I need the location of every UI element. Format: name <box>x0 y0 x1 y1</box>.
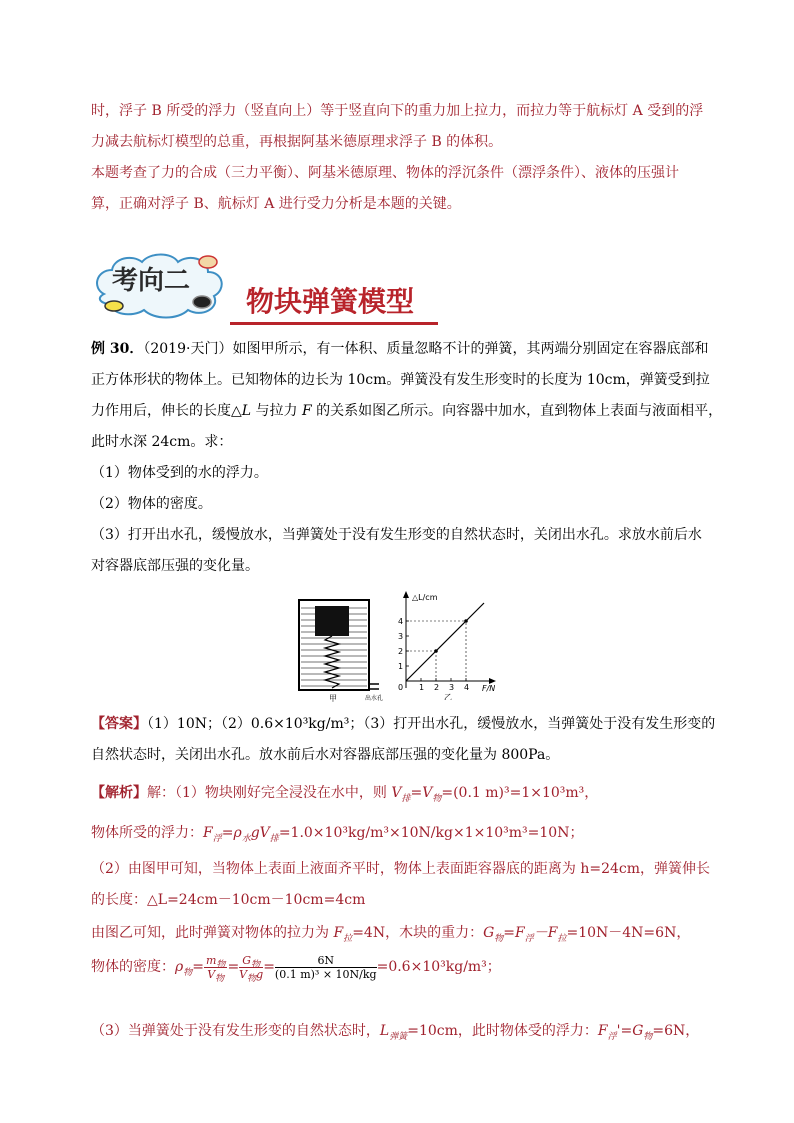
example-number: 例 30． <box>91 341 144 357</box>
answer-line-1 <box>91 713 715 735</box>
l3-part: 的关系如图乙所示。向容器中加水，直到物体上表面与液面相平， <box>311 403 723 419</box>
l3-var-f: F <box>301 403 312 419</box>
x-tick-label: 2 <box>434 683 440 692</box>
data-point <box>434 649 438 653</box>
badge-text: 考向二 <box>112 266 191 296</box>
example-source: （2019·天门） <box>143 341 233 357</box>
figure-jia <box>293 596 403 706</box>
data-point <box>464 619 468 623</box>
series-line <box>406 603 484 681</box>
analysis-text: =4N，木块的重力： <box>352 925 484 941</box>
analysis-line-2 <box>91 822 583 844</box>
y-tick-label: 4 <box>398 617 404 626</box>
y-tick-label: 1 <box>398 662 404 671</box>
intro-line-3: 本题考查了力的合成（三力平衡）、阿基米德原理、物体的浮沉条件（漂浮条件）、液体的压强计 <box>91 165 679 181</box>
title-underline <box>230 322 438 325</box>
rho-symbol: $\rho_物=$ <box>175 959 204 978</box>
analysis-text: h=24cm，弹簧伸长 <box>580 861 711 877</box>
x-tick-label: 4 <box>464 683 470 692</box>
density-numerator: 6N <box>275 954 377 968</box>
g-formula: $G_物=F_浮-F_拉$ <box>483 925 567 944</box>
outlet-label: 出水孔 <box>365 695 384 702</box>
question-1: （1）物体受到的水的浮力。 <box>91 465 268 481</box>
analysis-text: =10cm，此时物体受的浮力： <box>407 1023 598 1039</box>
analysis-tag: 【解析】 <box>91 785 147 801</box>
analysis-text: =1.0×10³kg/m³×10N/kg×1×10³m³=10N； <box>278 825 584 841</box>
analysis-text: 由图乙可知，此时弹簧对物体的拉力为 <box>91 925 334 941</box>
answer-tag: 【答案】 <box>91 716 147 732</box>
jia-label: 甲 <box>329 694 337 703</box>
l3-part: 与拉力 <box>251 403 302 419</box>
example-line-1 <box>91 338 708 360</box>
analysis-line-3 <box>91 858 710 880</box>
density-fraction-2: $\frac{G_物}{V_物g}$ <box>239 953 264 984</box>
intro-line-4: 算，正确对浮子 B、航标灯 A 进行受力分析是本题的关键。 <box>91 196 461 212</box>
l3-var-l: L <box>241 403 252 419</box>
example-line-3 <box>91 400 722 422</box>
analysis-text: （3）当弹簧处于没有发生形变的自然状态时， <box>91 1023 380 1039</box>
f-fu-prime-symbol: $F_浮'=G_物$ <box>597 1023 653 1042</box>
analysis-text: =6N， <box>652 1023 700 1039</box>
analysis-line-6: 物体的密度：$\rho_物=$ $\frac{m_物}{V_物}$ = $\frac{G_物}{V_物g}$ = $\frac{6N}{\text{(0.1 m)³ × 10N/kg}}$ =0.6×10³kg/m³； <box>91 953 501 984</box>
analysis-text: 解：（1）物块刚好完全浸没在水中，则 <box>147 785 392 801</box>
density-denominator: (0.1 m)³ × 10N/kg <box>274 967 377 981</box>
origin-label: 0 <box>398 683 404 692</box>
example-text: 如图甲所示，有一体积、质量忽略不计的弹簧，其两端分别固定在容器底部和 <box>232 341 709 357</box>
buoyancy-formula: $F_浮=\rho_水gV_排$ <box>203 825 279 844</box>
y-tick-label: 2 <box>398 647 404 656</box>
figure-yi-graph <box>392 588 502 700</box>
section-banner <box>90 248 450 328</box>
analysis-text: 物体的密度： <box>91 959 175 975</box>
answer-line-2: 自然状态时，关闭出水孔。放水前后水对容器底部压强的变化量为 800Pa。 <box>91 747 560 763</box>
analysis-line-4: 的长度：△L=24cm－10cm－10cm=4cm <box>91 892 366 908</box>
intro-line-1: 时，浮子 B 所受的浮力（竖直向上）等于竖直向下的重力加上拉力，而拉力等于航标灯 A 受到的浮 <box>91 103 704 119</box>
analysis-line-7 <box>91 1020 699 1042</box>
analysis-line-1 <box>91 782 598 804</box>
section-title: 物块弹簧模型 <box>246 285 415 318</box>
analysis-text: =(0.1 m)³=1×10³m³， <box>441 785 599 801</box>
x-tick-label: 3 <box>449 683 455 692</box>
example-line-4: 此时水深 24cm。求： <box>91 434 233 450</box>
l-spring-symbol: $L_{弹簧}$ <box>379 1023 408 1042</box>
y-axis-label: △L/cm <box>412 593 438 602</box>
density-fraction-3 <box>275 954 377 981</box>
analysis-text: （2）由图甲可知，当物体上表面上液面齐平时，物体上表面距容器底的距离为 <box>91 861 581 877</box>
intro-line-2: 力减去航标灯模型的总重，再根据阿基米德原理求浮子 B 的体积。 <box>91 134 503 150</box>
question-3-line-2: 对容器底部压强的变化量。 <box>91 558 259 574</box>
density-fraction-1: $\frac{m_物}{V_物}$ <box>205 953 226 984</box>
f-la-symbol: $F_拉$ <box>333 925 353 944</box>
x-axis-label: F/N <box>482 684 496 693</box>
answer-text-1: （1）10N；（2）0.6×10³kg/m³；（3）打开出水孔，缓慢放水，当弹簧处于没有发生形变的 <box>147 716 716 732</box>
analysis-line-5 <box>91 922 690 944</box>
l3-part: 力作用后，伸长的长度△ <box>91 403 242 419</box>
y-axis-arrow-icon <box>403 591 409 598</box>
question-3-line-1: （3）打开出水孔，缓慢放水，当弹簧处于没有发生形变的自然状态时，关闭出水孔。求放水前后水 <box>91 527 702 543</box>
analysis-text: 物体所受的浮力： <box>91 825 203 841</box>
example-line-2: 正方体形状的物体上。已知物体的边长为 10cm。弹簧没有发生形变时的长度为 10cm，弹簧受到拉 <box>91 372 710 388</box>
x-tick-label: 1 <box>419 683 425 692</box>
y-tick-label: 3 <box>398 632 404 641</box>
yi-label: 乙 <box>444 693 452 700</box>
question-2: （2）物体的密度。 <box>91 496 212 512</box>
analysis-text: =10N－4N=6N， <box>566 925 691 941</box>
analysis-text: =0.6×10³kg/m³； <box>376 959 501 975</box>
v-pai-symbol: $V_排=V_物$ <box>391 785 442 804</box>
